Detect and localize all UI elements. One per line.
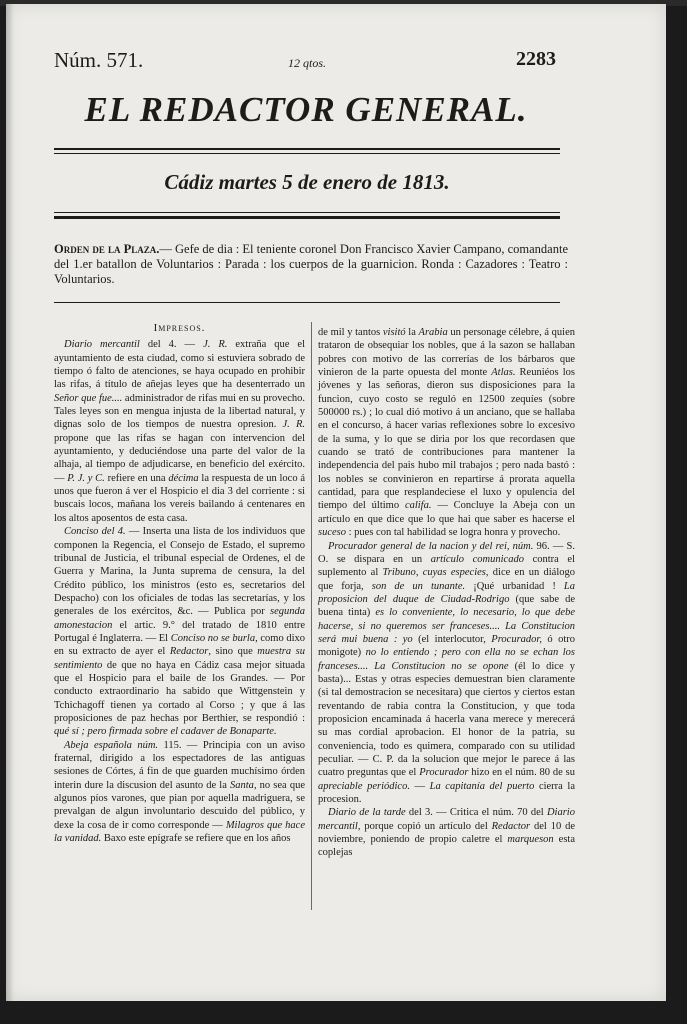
page-binding-shadow (6, 4, 14, 1001)
title-rule-top (54, 148, 560, 150)
paragraph-procurador-general: Procurador general de la nacion y del rei, núm. 96. — S. O. se dispara en un artículo comunicado contra el suplemento al Tribuno, cuyas especies, dice en un diálogo que forja, son de un tunante. ¡Qué urbanidad ! La proposicion del duque de Ciudad-Rodrigo (que sabe de buena tinta) es lo conveniente, lo necesario, lo que debe hacerse, si no queremos ser franceses.... La Constitucion será mui buena : yo (el interlocutor, Procurador, ó otro monigote) no lo entiendo ; pero con ella no se echan los franceses.... La Constitucion no se opone (él lo dice y basta)... Estas y otras especies demuestran bien claramente (si tal demostracion se necesitara) que ciertos y ciertos estan reventando de rabia contra la Constitucion, y que toda proposicion encaminada á hacerla vana merece y merecerá su mas cordial aprobacion. El honor de la patria, su conveniencia, todo es quimera, comparado con su utilidad peculiar. — C. P. da la solucion que mejor le parece á las cuatro preguntas que el Procurador hizo en el núm. 80 de su apreciable periódico. — La capitanía del puerto cierra la procesion. (318, 540, 576, 806)
orden-heading: Orden de la Plaza. (54, 242, 160, 256)
section-rule (54, 302, 560, 303)
paragraph-conciso: Conciso del 4. — Inserta una lista de los individuos que componen la Regencia, el Consejo de Estado, el supremo tribunal de Justicia, el tribunal especial de Ordenes, el de Guerra y Marina, la Junta suprema de censura, la del Crédito público, los ministros (esto es, secretarios del Despacho) con los oficiales de todas las secretarías, y los generales de los exércitos, &c. — Publica por segunda amonestacion el artic. 9.° del tratado de 1810 entre Portugal é Inglaterra. — El Conciso no se burla, como dixo en su extracto de ayer el Redactor, sino que muestra su sentimiento de que no haya en Cádiz casa mejor situada que el Hospicio para el baile de los Grandes. — Por conducto extraordinario ha sabido que Wittgenstein y Tchichagoff tienen ya cortado al Corso ; y que á las proposiciones de paz hechas por Berthier, se respondió : qué sí ; pero firmada sobre el cadaver de Bonaparte. (54, 526, 306, 738)
newspaper-page (6, 4, 666, 1001)
right-column (318, 326, 575, 860)
page-number: 2283 (516, 48, 556, 70)
date-rule-top (54, 212, 560, 213)
issue-number: Núm. 571. (54, 48, 144, 72)
newspaper-title: EL REDACTOR GENERAL. (84, 90, 528, 129)
dateline: Cádiz martes 5 de enero de 1813. (164, 170, 450, 194)
column-divider (311, 322, 312, 910)
masthead-info-row (6, 46, 666, 76)
date-rule-bottom (54, 216, 560, 219)
paragraph-diario-mercantil: Diario mercantil del 4. — J. R. extraña que el ayuntamiento de esta ciudad, como si estuviera sobrado de tiempo ó falto de atenciones, se haya ocupado en prohibir las rifas, á título de añejas leyes que ha desenterrado un Señor que fue.... administrador de rifas mui en su provecho. Tales leyes son en mengua injusta de la libertad natural, y dignas solo de los tiempos de nuestra opresion. J. R. propone que las rifas se hagan con intervencion del ayuntamiento, y deduciéndose una parte del valor de la alhaja, al tiempo de adjudicarse, en beneficio del exército. — P. J. y C. refiere en una décima la respuesta de un loco á unos que fueron á ver el Hospicio el dia 3 del corriente : si buscais locos, mañana los vereis bailando á centenares en los altos aposentos de esta casa. (54, 339, 306, 524)
left-column (54, 322, 305, 845)
orden-text: — Gefe de dia : El teniente coronel Don Francisco Xavier Campano, comandante del 1.er batallon de Voluntarios : Parada : los cuerpos de la guarnicion. Ronda : Cazadores : Teatro : Voluntarios. (54, 242, 568, 286)
paragraph-diario-de-la-tarde: Diario de la tarde del 3. — Critica el núm. 70 del Diario mercantil, porque copió un artículo del Redactor del 10 de noviembre, poniendo de propio caletre el marqueson esta coplejas (318, 807, 575, 859)
orden-de-la-plaza (54, 242, 568, 287)
paragraph-abeja-espanola: Abeja española núm. 115. — Principia con un aviso fraternal, dirigido a los espectadores de las antiguas sesiones de Córtes, á fin de que guarden muchísimo órden interin dure la discusion del asunto de la Santa, no sea que algunos píos varones, que pian por aquella madriguera, se prevalgan de algun involuntario descuido del público, y dexe la cosa de ir como corresponde — Milagros que hace la vanidad. Baxo este epígrafe se refiere que en los años (54, 739, 305, 845)
title-rule-bottom (54, 153, 560, 154)
paragraph-milagros-continued: de mil y tantos visitó la Arabia un personage célebre, á quien trataron de obsequiar los nobles, que á la sazon se hallaban pobres con motivo de las correrías de los bárbaros que vinieron de la parte opuesta del monte Atlas. Reuniéos los jóvenes y las señoras, dieron sus disposiciones para la funcion, cuyo costo se reguló en 12500 zequíes (sobre 500000 rs.) ; lo cual dió motivo á un anciano, que se hallaba en el concurso, á hacer varias reflexiones sobre lo excesivo de la suma, y lo que se diria por los que recordasen que cuando se trató de contribuciones para mantener la independencia del pais hubo mil trabajos ; pero nada bastó : los nobles se convinieron en repartirse á prorata aquella cantidad, para que resplandeciese el luxo y opulencia del tiempo del último califa. — Concluye la Abeja con un artículo en que dice que lo que hai que saber es hacerse el suceso : pues con tal habilidad se logra honra y provecho. (318, 327, 576, 539)
impresos-heading: Impresos. (153, 322, 206, 334)
issue-price: 12 qtos. (288, 56, 327, 70)
